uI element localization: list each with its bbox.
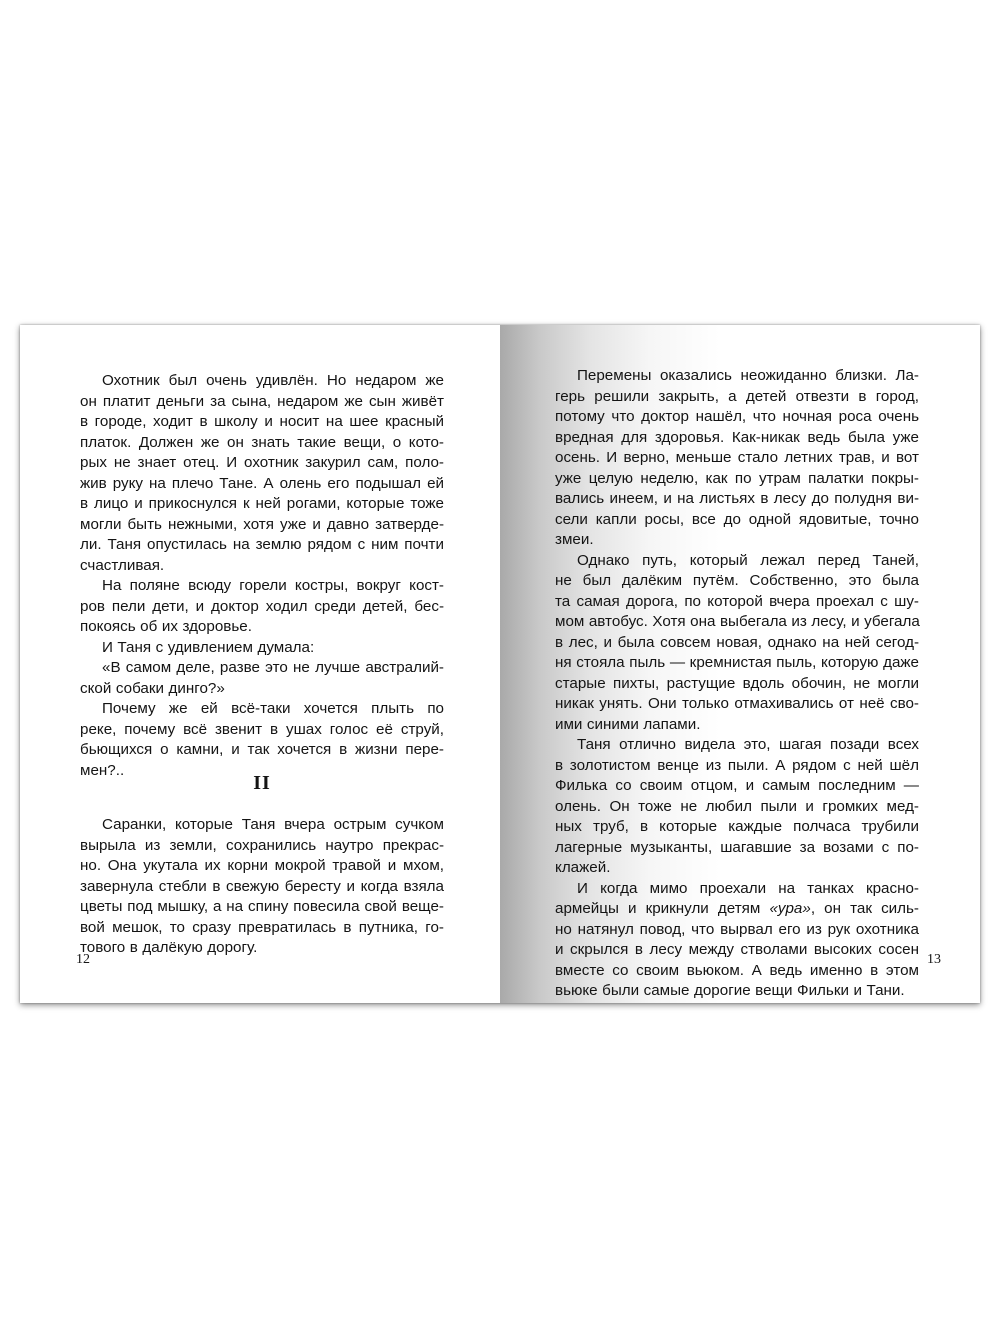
left-page	[20, 325, 500, 1003]
text-line: жив руку на плечо Тане. А олень его подышал ей	[80, 474, 444, 492]
text-line: не был далёким путём. Собственно, это была	[555, 572, 919, 589]
text-line: и скрылся в лесу между стволами высоких сосен	[555, 941, 919, 958]
text-line: вырыла из земли, сохранились наутро прекрас-	[80, 836, 444, 854]
text-line: Таня отлично видела это, шагая позади всех	[577, 736, 919, 753]
page-number-right: 13	[927, 952, 941, 967]
text-line: вой мешок, то сразу превратилась в путника, го-	[80, 918, 444, 936]
right-page-text	[555, 366, 919, 1002]
text-line: На поляне всюду горели костры, вокруг кост-	[102, 577, 444, 594]
right-page	[500, 325, 980, 1003]
paragraph	[80, 699, 444, 781]
paragraph	[80, 658, 444, 699]
text-line: бьющихся о камни, и так хочется в жизни пере-	[80, 741, 444, 758]
text-line: никак унять. Они только отмахивались от неё сво-	[555, 695, 919, 712]
text-line: Охотник был очень удивлён. Но недаром же	[102, 372, 444, 389]
text-line: тового в далёкую дорогу.	[80, 939, 258, 956]
text-line: рых не знает отец. И охотник закурил сам, поло-	[80, 454, 444, 471]
text-line: в городе, ходит в школу и носит на шее красный	[80, 413, 444, 430]
text-line: но натянул повод, что вырвал его из рук охотника	[555, 920, 919, 938]
left-page-text-bottom	[80, 815, 444, 959]
text-line: счастливая.	[80, 556, 165, 574]
paragraph	[555, 735, 919, 879]
text-line: в лицо и прикоснулся к ней рогами, которые тоже	[80, 495, 444, 512]
text-line: клажей.	[555, 859, 611, 876]
text-line: змеи.	[555, 531, 594, 548]
text-line: «В самом деле, разве это не лучше австралий-	[102, 659, 444, 676]
text-line: мом автобус. Хотя она выбегала из лесу, и убегала	[555, 613, 920, 630]
paragraph	[80, 371, 444, 576]
text-line: могли быть нежными, хотя уже и давно затверде-	[80, 515, 444, 533]
paragraph	[555, 551, 919, 736]
text-line: цветы под мышку, а на спину повесила свой веще-	[80, 898, 444, 915]
text-line: мен?..	[80, 761, 125, 779]
text-line: И когда мимо проехали на танках красно-	[577, 879, 919, 897]
text-line: армейцы и крикнули детям «ура», он так силь-	[555, 900, 919, 917]
text-line: Саранки, которые Таня вчера острым сучком	[102, 816, 444, 833]
paragraph	[80, 815, 444, 959]
paragraph	[555, 879, 919, 1002]
text-line: та самая дорога, по которой вчера проехал с шу-	[555, 592, 919, 610]
text-line: ных труб, в которые каждые полчаса трубили	[555, 818, 919, 835]
text-line: сели капли росы, все до одной ядовитые, точно	[555, 510, 919, 528]
text-line: покоясь об их здоровье.	[80, 618, 252, 635]
text-line: ими синими лапами.	[555, 715, 701, 733]
paragraph	[80, 576, 444, 638]
text-line: платок. Должен же он знать такие вещи, о кото-	[80, 433, 444, 451]
paragraph	[80, 638, 444, 659]
text-line: потому что доктор нашёл, что ночная роса очень	[555, 408, 919, 425]
text-line: уже целую неделю, как по утрам палатки покры-	[555, 469, 919, 487]
text-line: вместе со своим вьюком. А ведь именно в этом	[555, 961, 919, 979]
text-line: старые пихты, растущие вдоль обочин, не могли	[555, 674, 919, 692]
text-line: он платит деньги за сына, недаром же сын живёт	[80, 392, 444, 410]
text-line: завернула стебли в свежую бересту и когда взяла	[80, 877, 444, 895]
text-line: осень. И верно, меньше стало летних трав, и вот	[555, 449, 919, 466]
book-spread	[20, 325, 980, 1003]
text-line: Филька со своим отцом, и самым последним —	[555, 777, 919, 794]
text-line: Перемены оказались неожиданно близки. Ла-	[577, 367, 919, 384]
text-line: вьюке были самые дорогие вещи Фильки и Тани.	[555, 982, 905, 999]
text-line: Почему же ей всё-таки хочется плыть по	[102, 700, 444, 717]
text-line: вались инеем, и на листьях в лесу до полудня ви-	[555, 490, 919, 507]
text-line: олень. Он тоже не любил пыли и громких мед-	[555, 797, 919, 815]
text-line: в лес, и была совсем новая, однако на ней сегод-	[555, 633, 919, 651]
chapter-heading: II	[253, 772, 271, 794]
text-line: ров пели дети, и доктор ходил среди детей, бес-	[80, 597, 444, 615]
text-line: ня стояла пыль — кремнистая пыль, которую даже	[555, 654, 919, 671]
text-line: реке, почему всё звенит в ушах голос её струй,	[80, 720, 444, 738]
text-line: лагерные музыканты, шагавшие за возами с по-	[555, 838, 919, 856]
text-line: Однако путь, который лежал перед Таней,	[577, 551, 919, 569]
paragraph	[555, 366, 919, 551]
text-line: герь решили закрыть, а детей отвезти в город,	[555, 387, 919, 405]
text-line: но. Она укутала их корни мокрой травой и мхом,	[80, 857, 444, 874]
page-number-left: 12	[76, 952, 90, 967]
left-page-text-top	[80, 371, 444, 781]
text-line: в золотистом венце из пыли. А рядом с ней шёл	[555, 756, 919, 774]
text-line: ской собаки динго?»	[80, 679, 225, 697]
text-line: И Таня с удивлением думала:	[102, 638, 315, 656]
text-line: вредная для здоровья. Как-никак ведь была уже	[555, 428, 919, 446]
text-line: ли. Таня опустилась на землю рядом с ним почти	[80, 536, 444, 553]
